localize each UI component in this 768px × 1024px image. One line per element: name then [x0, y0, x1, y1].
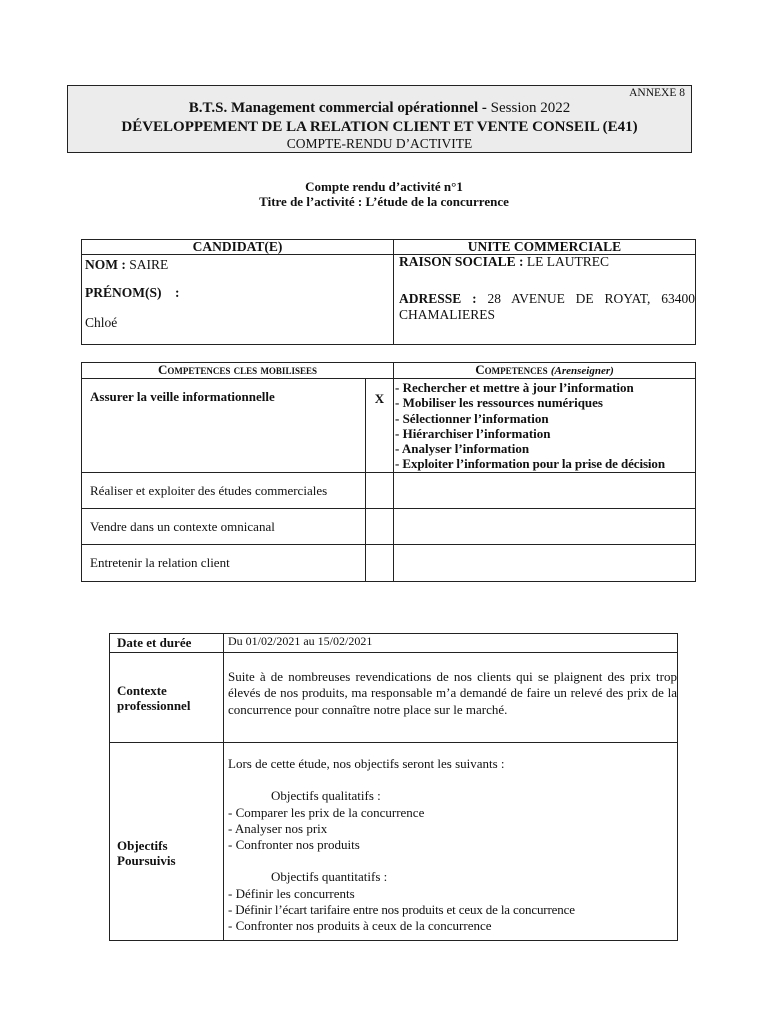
contexte-label-line2: professionnel — [117, 697, 191, 713]
competence-mark — [366, 509, 394, 545]
competence-item: - Hiérarchiser l’information — [395, 425, 551, 441]
competence-row-label: Assurer la veille informationnelle — [82, 379, 366, 473]
adresse-value: 28 AVENUE DE ROYAT, 63400 CHAMALIERES — [399, 291, 695, 322]
objectifs-intro: Lors de cette étude, nos objectifs seront les suivants : — [228, 756, 505, 771]
unite-commerciale-header: UNITE COMMERCIALE — [394, 240, 696, 255]
header-bts-line — [68, 100, 691, 117]
prenom-label: PRÉNOM(S) : — [85, 285, 180, 300]
competence-row-label: Entretenir la relation client — [82, 545, 366, 582]
qualitatif-item: - Analyser nos prix — [228, 820, 328, 836]
header-bts-title: B.T.S. Management commercial opérationnel - — [188, 100, 487, 116]
contexte-label — [110, 653, 224, 743]
activity-title: Titre de l’activité : L’étude de la concurrence — [259, 194, 509, 209]
header-session: Session 2022 — [486, 100, 571, 116]
competences-header-prefix: Competences — [475, 362, 551, 377]
nom-label: NOM : — [85, 257, 126, 272]
candidate-table — [81, 239, 696, 345]
objectifs-label-line1: Objectifs — [117, 837, 168, 853]
qualitatif-item: - Confronter nos produits — [228, 837, 360, 853]
raison-sociale-value: LE LAUTREC — [523, 254, 610, 269]
competence-empty-cell — [394, 545, 696, 582]
competence-mark: X — [366, 379, 394, 473]
competences-header — [394, 363, 696, 379]
competences-header-note: (Arenseigner) — [550, 365, 614, 377]
header-doc-type: COMPTE-RENDU D’ACTIVITE — [286, 136, 473, 151]
report-title — [0, 179, 768, 209]
objectifs-label — [110, 743, 224, 941]
competence-empty-cell — [394, 509, 696, 545]
unite-cell — [394, 255, 696, 345]
competence-item: - Analyser l’information — [395, 441, 530, 457]
document-header — [67, 85, 692, 153]
date-label: Date et durée — [110, 634, 224, 653]
nom-value: SAIRE — [125, 257, 169, 272]
competence-empty-cell — [394, 473, 696, 509]
prenom-value: Chloé — [85, 315, 118, 330]
competence-item: - Rechercher et mettre à jour l’information — [395, 380, 634, 395]
objectifs-text — [224, 743, 678, 941]
competences-cles-header: Competences cles mobilisees — [82, 363, 394, 379]
qualitatifs-title: Objectifs qualitatifs : — [271, 788, 381, 804]
report-number: Compte rendu d’activité n°1 — [305, 179, 463, 194]
activity-table — [109, 633, 678, 941]
quantitatif-item: - Définir l’écart tarifaire entre nos produits et ceux de la concurrence — [228, 902, 575, 918]
qualitatif-item: - Comparer les prix de la concurrence — [228, 804, 425, 820]
competence-item: - Mobiliser les ressources numériques — [395, 395, 603, 411]
raison-sociale-label: RAISON SOCIALE : — [399, 254, 524, 269]
adresse-label: ADRESSE : — [399, 291, 477, 306]
candidat-header: CANDIDAT(E) — [82, 240, 394, 255]
competences-list — [394, 379, 696, 473]
competence-item: - Exploiter l’information pour la prise de décision — [395, 456, 665, 472]
quantitatif-item: - Confronter nos produits à ceux de la concurrence — [228, 918, 492, 934]
competence-row-label: Réaliser et exploiter des études commerciales — [82, 473, 366, 509]
competence-mark — [366, 473, 394, 509]
quantitatif-item: - Définir les concurrents — [228, 885, 355, 901]
date-value: Du 01/02/2021 au 15/02/2021 — [224, 634, 678, 653]
competence-mark — [366, 545, 394, 582]
candidate-cell — [82, 255, 394, 345]
objectifs-label-line2: Poursuivis — [117, 852, 176, 868]
quantitatifs-title: Objectifs quantitatifs : — [271, 869, 388, 885]
competence-row-label: Vendre dans un contexte omnicanal — [82, 509, 366, 545]
header-exam-title: DÉVELOPPEMENT DE LA RELATION CLIENT ET VENTE CONSEIL (E41) — [121, 119, 638, 135]
contexte-label-line1: Contexte — [117, 682, 167, 698]
competences-table — [81, 362, 696, 582]
annexe-label: ANNEXE 8 — [629, 87, 685, 99]
competence-item: - Sélectionner l’information — [395, 410, 549, 426]
contexte-text: Suite à de nombreuses revendications de nos clients qui se plaignent des prix trop élevés de nos produits, ma responsable m’a demandé de faire un relevé des prix de la concurrence pour connaître notre place sur le marché. — [224, 653, 678, 743]
